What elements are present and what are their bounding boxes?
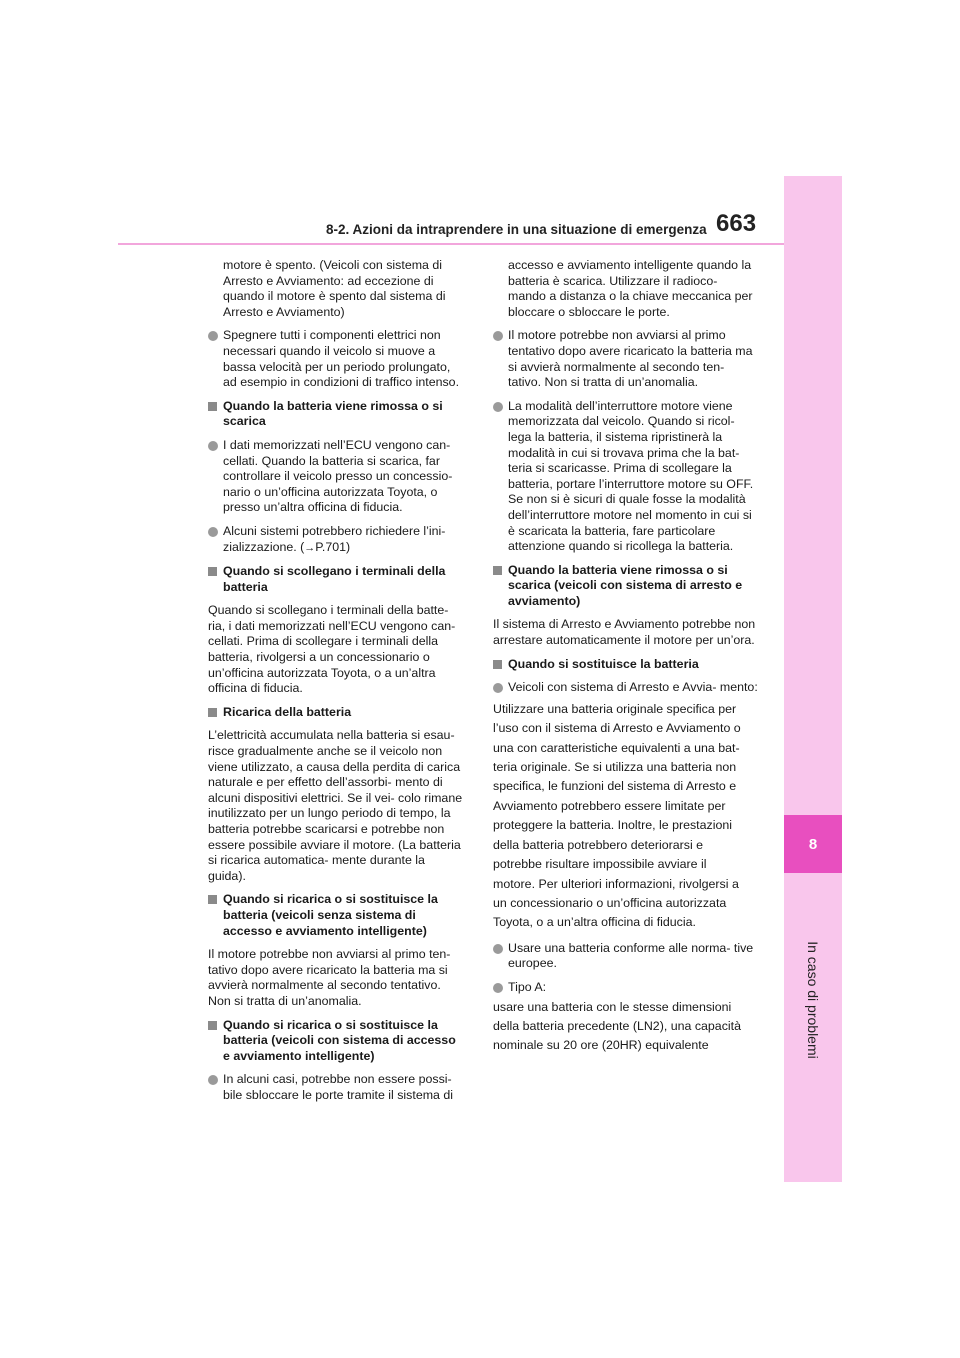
- square-bullet-icon: [208, 402, 217, 411]
- left-column: [208, 258, 466, 1112]
- bullet-item: La modalità dell’interruttore motore viene memorizzata dal veicolo. Quando si ricol- lega la batteria, il sistema ripristinerà la modalità in cui si trovava prima che la bat- teria si scaricasse. Prima di scollegare la batteria, portare l’interruttore motore su OFF. Se non si è sicuri di quale fosse la modalità dell’interruttore motore nel momento in cui si è scaricata la batteria, fare particolare attenzione quando si ricollega la batteria.: [493, 399, 758, 555]
- subheading: Quando la batteria viene rimossa o si scarica (veicoli con sistema di arresto e avviamento): [493, 563, 758, 610]
- paragraph-line: un concessionario o un’officina autorizzata: [493, 895, 727, 910]
- square-bullet-icon: [208, 567, 217, 576]
- reference-arrow-icon: →: [304, 541, 316, 554]
- spaced-paragraph: [493, 700, 758, 933]
- paragraph-line: nominale su 20 ore (20HR) equivalente: [493, 1038, 709, 1053]
- bullet-icon: [208, 527, 218, 537]
- bullet-item: Usare una batteria conforme alle norma- tive europee.: [493, 941, 758, 972]
- bullet-item: In alcuni casi, potrebbe non essere possi- bile sbloccare le porte tramite il sistema di: [208, 1072, 466, 1103]
- body-paragraph: Quando si scollegano i terminali della batte- ria, i dati memorizzati nell’ECU vengono can- cellati. Prima di scollegare i terminali della batteria, rivolgersi a un concessionario o un’officina autorizzata Toyota, o a un’altra officina di fiducia.: [208, 603, 456, 696]
- paragraph-line: una con caratteristiche equivalenti a una bat-: [493, 740, 740, 755]
- paragraph-line: della batteria precedente (LN2), una capacità: [493, 1018, 741, 1033]
- bullet-item: Tipo A:: [493, 980, 758, 996]
- bullet-item: I dati memorizzati nell’ECU vengono can- cellati. Quando la batteria si scarica, far controllare il veicolo presso un concessio- nario o un’officina autorizzata Toyota, o presso un’altra officina di fiducia.: [208, 438, 466, 516]
- bullet-icon: [208, 441, 218, 451]
- paragraph-line: Avviamento potrebbero essere limitate per: [493, 798, 726, 813]
- chapter-number-block: [784, 815, 842, 873]
- square-bullet-icon: [493, 566, 502, 575]
- subheading: Quando si ricarica o si sostituisce la batteria (veicoli senza sistema di accesso e avviamento intelligente): [208, 892, 466, 939]
- spaced-paragraph: [493, 998, 758, 1056]
- bullet-icon: [493, 331, 503, 341]
- square-bullet-icon: [208, 895, 217, 904]
- subheading: Quando la batteria viene rimossa o si scarica: [208, 399, 466, 430]
- continued-paragraph: motore è spento. (Veicoli con sistema di Arresto e Avviamento: ad eccezione di quando il motore è spento dal sistema di Arresto e Avviamento): [223, 258, 446, 319]
- paragraph-line: usare una batteria con le stesse dimensioni: [493, 999, 732, 1014]
- paragraph-line: Utilizzare una batteria originale specifica per: [493, 701, 737, 716]
- page-reference-link[interactable]: P.701): [315, 539, 351, 554]
- bullet-icon: [493, 944, 503, 954]
- paragraph-line: teria originale. Se si utilizza una batteria non: [493, 760, 737, 775]
- bullet-icon: [208, 331, 218, 341]
- paragraph-line: potrebbe risultare impossibile avviare il: [493, 857, 707, 872]
- bullet-icon: [208, 1075, 218, 1085]
- bullet-icon: [493, 683, 503, 693]
- bullet-item: Alcuni sistemi potrebbero richiedere l’ini- zializzazione. (→P.701): [208, 524, 466, 556]
- square-bullet-icon: [493, 660, 502, 669]
- section-title: 8-2. Azioni da intraprendere in una situazione di emergenza: [326, 222, 707, 237]
- chapter-number: 8: [808, 835, 818, 853]
- body-paragraph: Il sistema di Arresto e Avviamento potrebbe non arrestare automaticamente il motore per un’ora.: [493, 617, 756, 648]
- subheading: Quando si sostituisce la batteria: [493, 657, 758, 673]
- paragraph-line: proteggere la batteria. Inoltre, le prestazioni: [493, 818, 733, 833]
- square-bullet-icon: [208, 708, 217, 717]
- bullet-icon: [493, 402, 503, 412]
- page-number: 663: [716, 210, 757, 237]
- subheading: Quando si scollegano i terminali della batteria: [208, 564, 466, 595]
- right-column: [493, 258, 758, 1056]
- continued-paragraph: accesso e avviamento intelligente quando la batteria è scarica. Utilizzare il radioco- mando a distanza o la chiave meccanica per bloccare o sbloccare le porte.: [508, 258, 753, 319]
- bullet-icon: [493, 983, 503, 993]
- body-paragraph: L’elettricità accumulata nella batteria si esau- risce gradualmente anche se il veicolo non viene utilizzato, a causa della perdita di carica naturale e per effetto dell’assorbi- mento di alcuni dispositivi elettrici. Se il vei- colo rimane inutilizzato per un lungo periodo di tempo, la batteria potrebbe scaricarsi e potrebbe non essere possibile avviare il motore. (La batteria si ricarica automatica- mente durante la guida).: [208, 728, 463, 883]
- paragraph-line: Toyota, o a un’altra officina di fiducia.: [493, 915, 696, 930]
- paragraph-line: motore. Per ulteriori informazioni, rivolgersi a: [493, 876, 739, 891]
- header-rule: [118, 243, 784, 245]
- paragraph-line: della batteria potrebbero deteriorarsi e: [493, 837, 704, 852]
- chapter-label: In caso di problemi: [805, 941, 821, 1059]
- paragraph-line: l’uso con il sistema di Arresto e Avviamento o: [493, 721, 741, 736]
- square-bullet-icon: [208, 1021, 217, 1030]
- bullet-item: Veicoli con sistema di Arresto e Avvia- mento:: [493, 680, 758, 696]
- bullet-item: Spegnere tutti i componenti elettrici non necessari quando il veicolo si muove a bassa velocità per un periodo prolungato, ad esempio in condizioni di traffico intenso.: [208, 328, 466, 390]
- body-paragraph: Il motore potrebbe non avviarsi al primo ten- tativo dopo avere ricaricato la batteria ma si avvierà normalmente al secondo tentativo. Non si tratta di un’anomalia.: [208, 947, 451, 1008]
- paragraph-line: specifica, le funzioni del sistema di Arresto e: [493, 779, 737, 794]
- subheading: Ricarica della batteria: [208, 705, 466, 721]
- bullet-item: Il motore potrebbe non avviarsi al primo tentativo dopo avere ricaricato la batteria ma si avvierà normalmente al secondo ten- tativo. Non si tratta di un’anomalia.: [493, 328, 758, 390]
- subheading: Quando si ricarica o si sostituisce la batteria (veicoli con sistema di accesso e avviamento intelligente): [208, 1018, 466, 1065]
